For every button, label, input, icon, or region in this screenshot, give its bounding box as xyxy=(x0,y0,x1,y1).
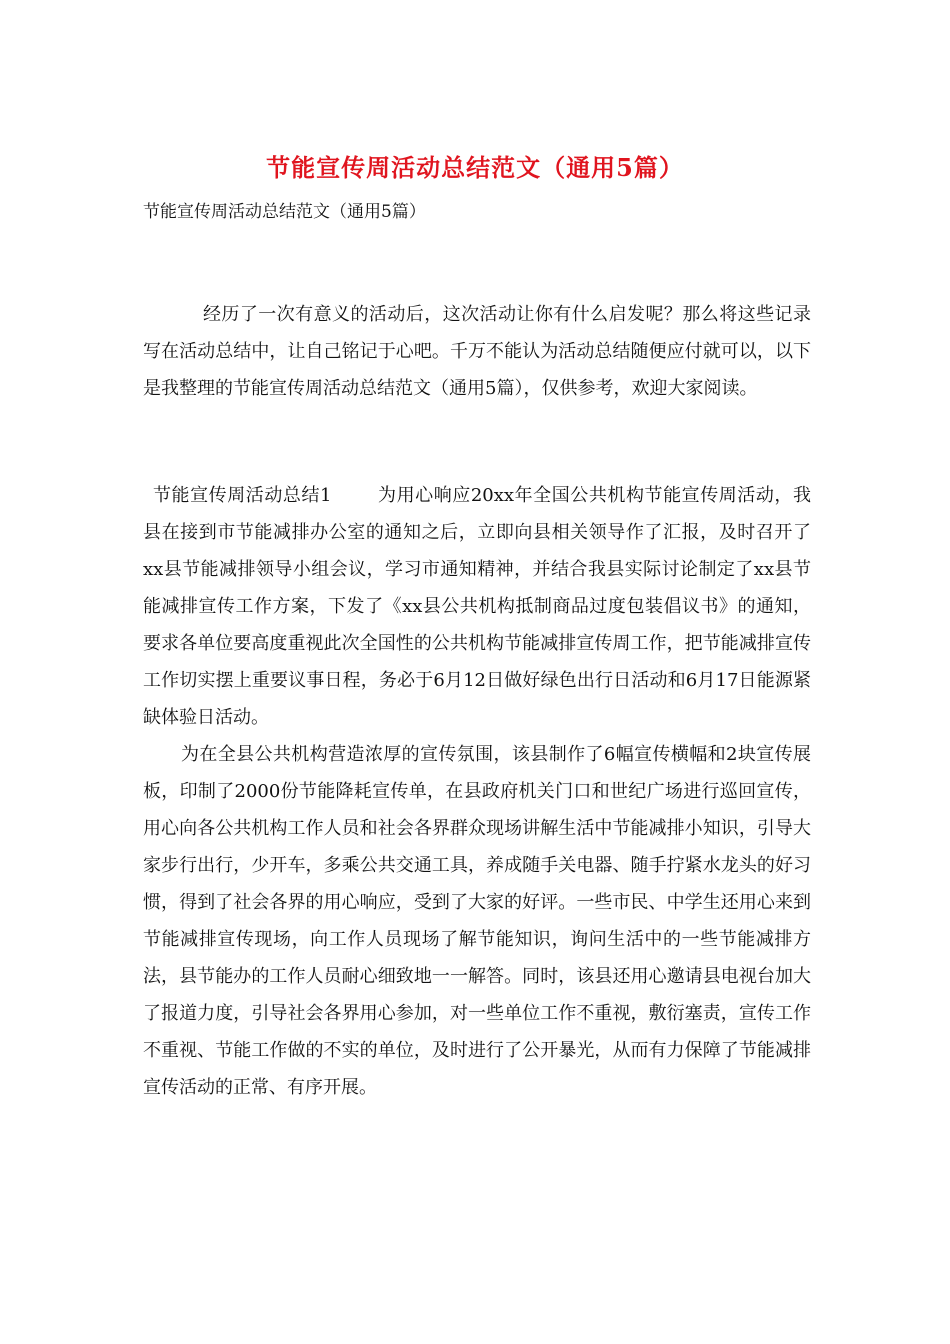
document-title: 节能宣传周活动总结范文（通用5篇） xyxy=(266,153,684,182)
section-1-heading: 节能宣传周活动总结1 xyxy=(153,485,332,506)
section-1-paragraph xyxy=(143,477,811,736)
section-1-text: 为用心响应20xx年全国公共机构节能宣传周活动，我县在接到市节能减排办公室的通知之后，立即向县相关领导作了汇报，及时召开了xx县节能减排领导小组会议，学习市通知精神，并结合我县实际讨论制定了xx县节能减排宣传工作方案，下发了《xx县公共机构抵制商品过度包装倡议书》的通知，要求各单位要高度重视此次全国性的公共机构节能减排宣传周工作，把节能减排宣传工作切实摆上重要议事日程，务必于6月12日做好绿色出行日活动和6月17日能源紧缺体验日活动。 xyxy=(143,485,811,728)
section-1-paragraph-2: 为在全县公共机构营造浓厚的宣传氛围，该县制作了6幅宣传横幅和2块宣传展板，印制了2000份节能降耗宣传单，在县政府机关门口和世纪广场进行巡回宣传，用心向各公共机构工作人员和社会各界群众现场讲解生活中节能减排小知识，引导大家步行出行，少开车，多乘公共交通工具，养成随手关电器、随手拧紧水龙头的好习惯，得到了社会各界的用心响应，受到了大家的好评。一些市民、中学生还用心来到节能减排宣传现场，向工作人员现场了解节能知识，询问生活中的一些节能减排方法，县节能办的工作人员耐心细致地一一解答。同时，该县还用心邀请县电视台加大了报道力度，引导社会各界用心参加，对一些单位工作不重视，敷衍塞责，宣传工作不重视、节能工作做的不实的单位，及时进行了公开暴光，从而有力保障了节能减排宣传活动的正常、有序开展。 xyxy=(143,744,811,1098)
document-subtitle: 节能宣传周活动总结范文（通用5篇） xyxy=(143,202,426,222)
intro-paragraph: 经历了一次有意义的活动后，这次活动让你有什么启发呢？那么将这些记录写在活动总结中，让自己铭记于心吧。千万不能认为活动总结随便应付就可以，以下是我整理的节能宣传周活动总结范文（通用5篇），仅供参考，欢迎大家阅读。 xyxy=(143,304,811,399)
